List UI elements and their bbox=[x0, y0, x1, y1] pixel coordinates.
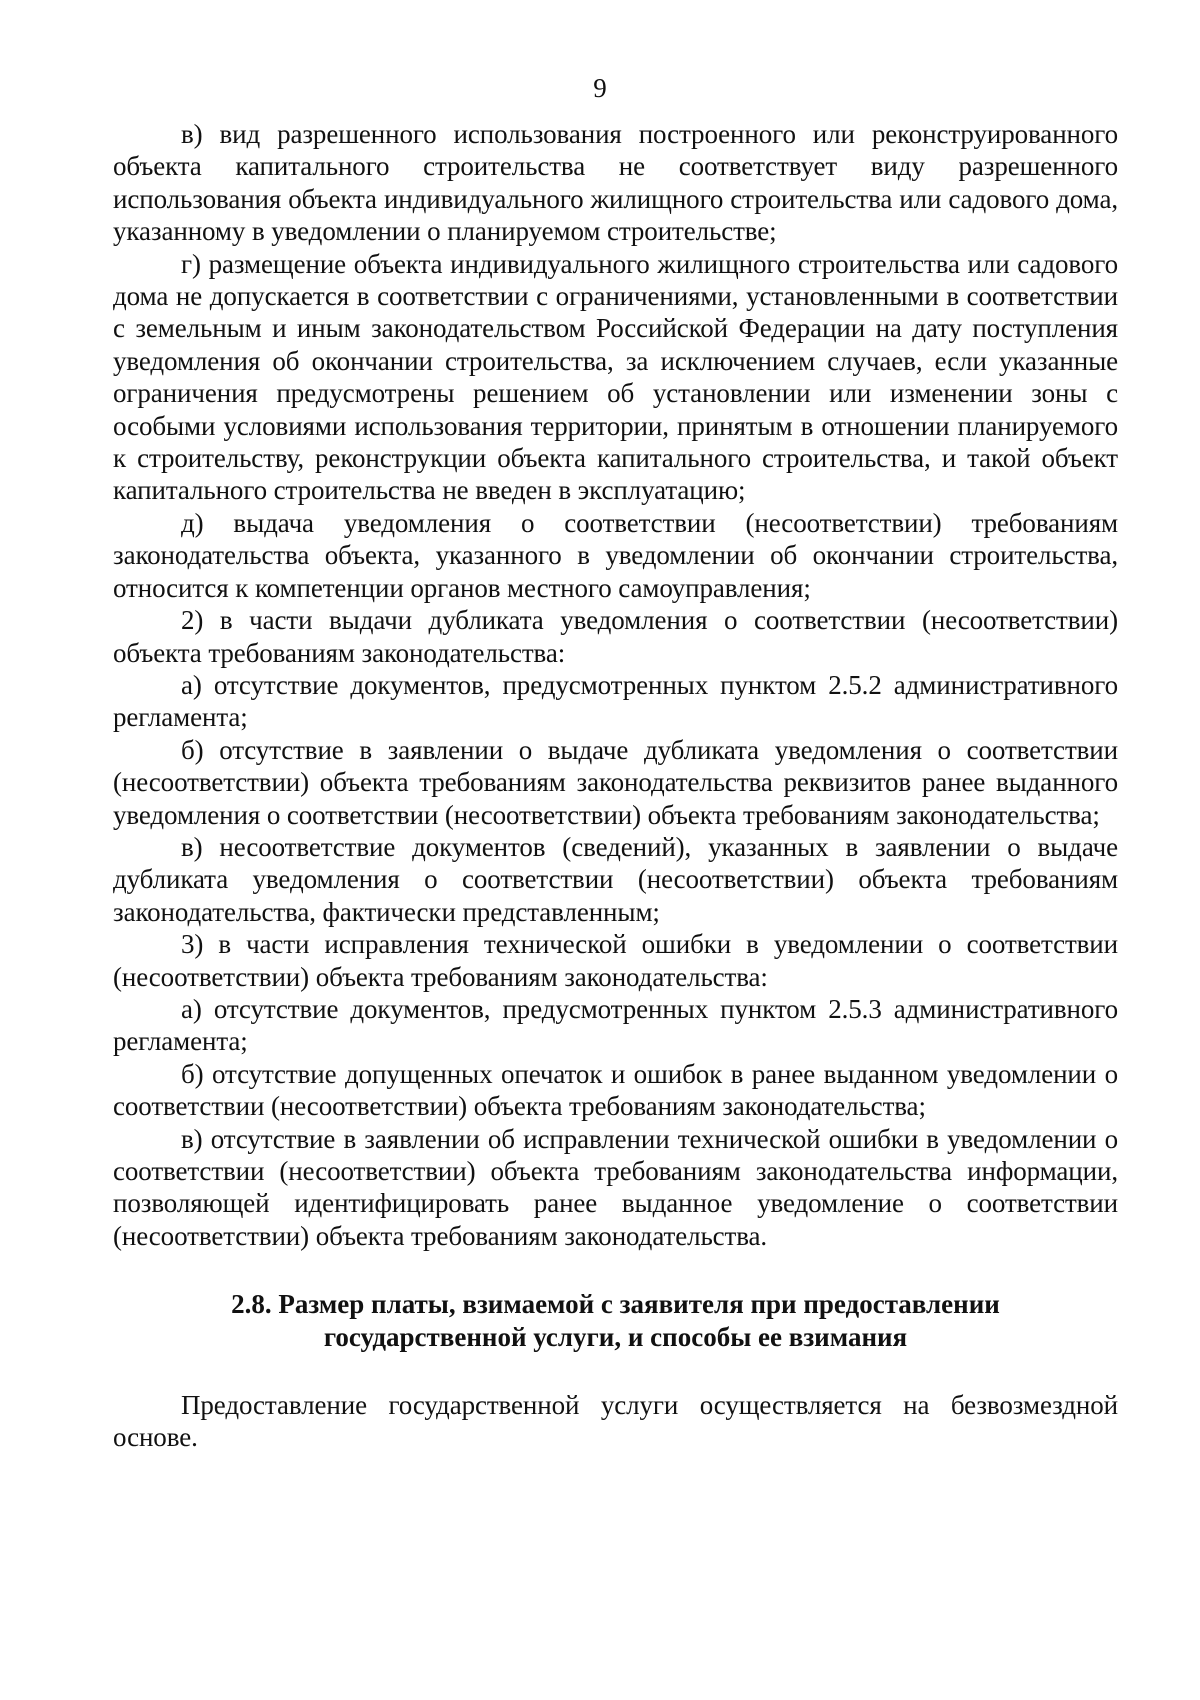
paragraph-3a-missing-documents: а) отсутствие документов, предусмотренных пунктом 2.5.3 административного регламента; bbox=[113, 993, 1118, 1057]
paragraph-g-placement-restrictions: г) размещение объекта индивидуального жилищного строительства или садового дома не допускается в соответствии с ограничениями, установленными в соответствии с земельным и иным законодательством Российской Федерации на дату поступления уведомления об окончании строительства, за исключением случаев, если указанные ограничения предусмотрены решением об установлении или изменении зоны с особыми условиями использования территории, принятым в отношении планируемого к строительству, реконструкции объекта капитального строительства, и такой объект капитального строительства не введен в эксплуатацию; bbox=[113, 248, 1118, 506]
paragraph-2v-documents-mismatch: в) несоответствие документов (сведений), указанных в заявлении о выдаче дубликата уведомления о соответствии (несоответствии) объекта требованиям законодательства, фактически представленным; bbox=[113, 831, 1118, 927]
paragraph-2b-missing-requisites: б) отсутствие в заявлении о выдаче дубликата уведомления о соответствии (несоответствии) объекта требованиям законодательства реквизитов ранее выданного уведомления о соответствии (несоответствии) объекта требованиям законодательства; bbox=[113, 734, 1118, 830]
section-heading-2-8 bbox=[113, 1288, 1118, 1353]
document-body bbox=[113, 118, 1118, 1454]
paragraph-3b-no-errors: б) отсутствие допущенных опечаток и ошибок в ранее выданном уведомлении о соответствии (несоответствии) объекта требованиям законодательства; bbox=[113, 1058, 1118, 1122]
paragraph-3-error-correction: 3) в части исправления технической ошибки в уведомлении о соответствии (несоответствии) объекта требованиям законодательства: bbox=[113, 929, 1118, 992]
paragraph-v-permitted-use: в) вид разрешенного использования построенного или реконструированного объекта капитального строительства не соответствует виду разрешенного использования объекта индивидуального жилищного строительства или садового дома, указанному в уведомлении о планируемом строительстве; bbox=[113, 119, 1118, 247]
section-heading-line-1: 2.8. Размер платы, взимаемой с заявителя при предоставлении bbox=[231, 1289, 1000, 1320]
page-number: 9 bbox=[593, 73, 607, 103]
paragraph-free-of-charge: Предоставление государственной услуги осуществляется на безвозмездной основе. bbox=[113, 1390, 1118, 1453]
paragraph-2-duplicate-issuance: 2) в части выдачи дубликата уведомления о соответствии (несоответствии) объекта требованиям законодательства: bbox=[113, 605, 1118, 668]
paragraph-3v-missing-information: в) отсутствие в заявлении об исправлении технической ошибки в уведомлении о соответствии (несоответствии) объекта требованиям законодательства информации, позволяющей идентифицировать ранее выданное уведомление о соответствии (несоответствии) объекта требованиям законодательства. bbox=[113, 1123, 1118, 1251]
paragraph-2a-missing-documents: а) отсутствие документов, предусмотренных пунктом 2.5.2 административного регламента; bbox=[113, 669, 1118, 733]
section-heading-line-2: государственной услуги, и способы ее взимания bbox=[323, 1321, 908, 1352]
paragraph-d-competence: д) выдача уведомления о соответствии (несоответствии) требованиям законодательства объекта, указанного в уведомлении об окончании строительства, относится к компетенции органов местного самоуправления; bbox=[113, 507, 1118, 603]
